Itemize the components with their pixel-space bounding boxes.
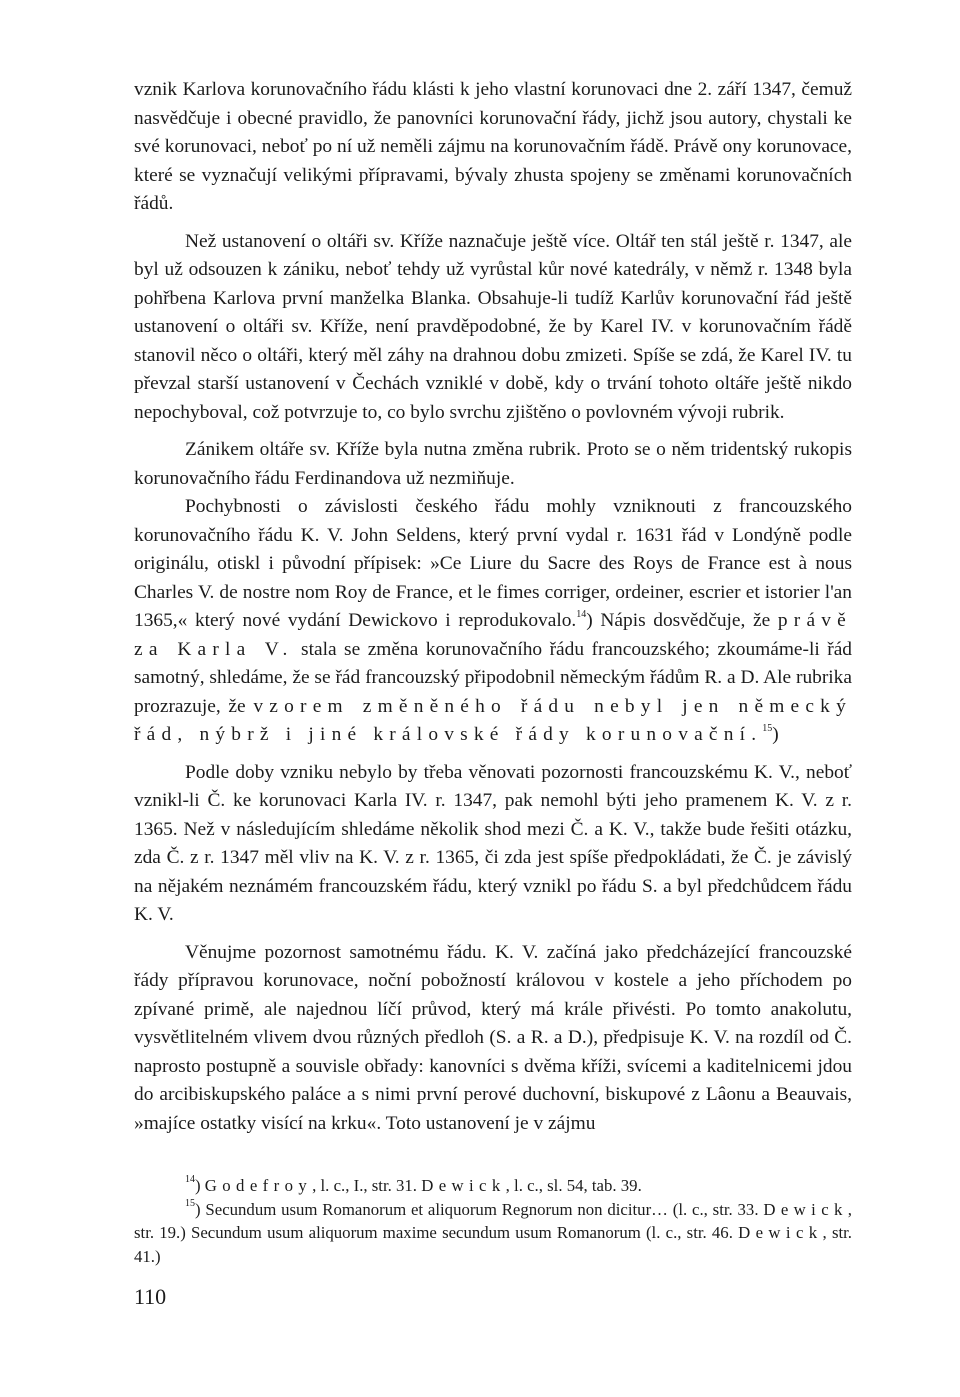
footnote-marker-paren: ): [195, 1176, 201, 1195]
emphasized-text: právě za Karla V.: [134, 610, 852, 660]
footnote-number: 15: [185, 1197, 195, 1209]
text-run: Podle doby vzniku nebylo by třeba věnovati pozornosti francouzskému K. V., neboť vznikl-li Č. ke korunovaci Karla IV. r. 1347, pak nemohl býti jeho pramenem K. V. z r. 1365. Než v následujícím shledáme několik shod mezi Č. a K. V., takže bude řešiti otázku, zda Č. z r. 1347 měl vliv na K. V. z r. 1365, či zda jest spíše předpokládati, že Č. je závislý na nějakém neznámém francouzském řádu, který vznikl po řádu S. a byl předchůdcem řádu K. V.: [134, 761, 852, 925]
page-number: 110: [134, 1284, 167, 1309]
paragraph-gap: [134, 930, 852, 939]
footnote-reference: 15: [762, 723, 773, 734]
text-run: Než ustanovení o oltáři sv. Kříže naznačuje ještě více. Oltář ten stál ještě r. 1347, ale byl už odsouzen k zániku, neboť tehdy už vyrůstal kůr nové katedrály, v němž r. 1348 byla pohřbena Karlova první manželka Blanka. Obsahuje-li tudíž Karlův korunovační řád ještě ustanovení o oltáři sv. Kříže, není pravděpodobné, že by Karel IV. v korunovačním řádě stanovil něco o oltáři, který měl záhy na drahnou dobu zmizeti. Spíše se zdá, že Karel IV. tu převzal starší ustanovení v Čechách vzniklé v době, kdy o trvání tohoto oltáře ještě nikdo nepochyboval, což potvrzuje to, co bylo svrchu zjištěno o povlovném vývoji rubrik.: [134, 230, 852, 423]
paragraph: [134, 436, 852, 493]
paragraph-gap: [134, 750, 852, 759]
paragraph: [134, 939, 852, 1139]
text-run: , l. c., sl. 54, tab. 39.: [505, 1176, 642, 1195]
text-run: Secundum usum Romanorum et aliquorum Regnorum non dicitur… (l. c., str. 33.: [200, 1199, 764, 1219]
emphasized-text: Godefroy: [204, 1176, 313, 1195]
text-run: vznik Karlova korunovačního řádu klásti k jeho vlastní korunovaci dne 2. září 1347, čemuž nasvědčuje i obecné pravidlo, že panovníci korunovační řády, jichž jsou autory, chystali ke své korunovaci, neboť po ní už neměli zájmu na korunovačním řádě. Právě ony korunovace, které se vyznačují velikými přípravami, bývaly zhusta spojeny se změnami korunovačních řádů.: [134, 79, 852, 214]
emphasized-text: Dewick: [738, 1223, 823, 1242]
footnotes: [134, 1174, 852, 1268]
footnote-number: 14: [185, 1174, 195, 1185]
footnote: [134, 1198, 852, 1269]
paragraph: [134, 493, 852, 750]
text-run: stala se změna korunovačního řádu francouzského; zkoumáme-li řád samotný, shledáme, že se řád francouzský připodobnil německým řádům R. a D. Ale rubrika prozrazuje, že: [134, 638, 853, 717]
paragraph: [134, 759, 852, 930]
text-run: Věnujme pozornost samotnému řádu. K. V. začíná jako předcházející francouzské řády přípravou korunovace, noční pobožností královou v kostele a jeho příchodem po zpívané primě, ale najednou líčí průvod, který má krále přivésti. Po tomto anakolutu, vysvětlitelném vlivem dvou různých předloh (S. a R. a D.), předpisuje K. V. na rozdíl od Č. naprosto postupně a souvisle obřady: kanovníci s dvěma kříži, svícemi a kaditelnicemi jdou do arcibiskupského paláce a s nimi první perové duchovní, biskupové z Lâonu a Beauvais, »majíce ostatky visící na krku«. Toto ustanovení je v zájmu: [134, 941, 852, 1134]
emphasized-text: vzorem změněného řádu nebyl jen německý řád, nýbrž i jiné královské řády korunovační.: [134, 695, 852, 745]
paragraph: [134, 228, 852, 428]
paragraph-gap: [134, 427, 852, 436]
text-run: , str. 41.): [134, 1223, 852, 1266]
text-run: Zánikem oltáře sv. Kříže byla nutna změna rubrik. Proto se o něm tridentský rukopis korunovačního řádu Ferdinandova už nezmiňuje.: [134, 439, 852, 489]
footnote: [134, 1174, 852, 1198]
footnote-reference: 14: [576, 609, 587, 620]
emphasized-text: Dewick: [421, 1176, 506, 1195]
main-text: [134, 76, 852, 1138]
paragraph-gap: [134, 219, 852, 228]
text-run: ): [772, 724, 779, 745]
paragraph: [134, 76, 852, 219]
emphasized-text: Dewick: [763, 1199, 848, 1219]
text-run: ) Nápis dosvědčuje, že: [586, 610, 778, 631]
footnote-marker-paren: ): [195, 1199, 201, 1219]
text-run: Pochybnosti o závislosti českého řádu mohly vzniknouti z francouzského korunovačního řádu K. V. John Seldens, který první vydal r. 1631 řád v Londýně podle originálu, otiskl i původní přípisek: »Ce Liure du Sacre des Roys de France est à nous Charles V. de nostre nom Roy de France, et le fimes corriger, ordeiner, escrier et istorier l'an 1365,« který nové vydání Dewickovo i reprodukovalo.: [134, 496, 852, 631]
text-run: , str. 19.) Secundum usum aliquorum maxime secundum usum Romanorum (l. c., str. 46.: [134, 1199, 852, 1242]
text-run: , l. c., I., str. 31.: [312, 1176, 422, 1195]
